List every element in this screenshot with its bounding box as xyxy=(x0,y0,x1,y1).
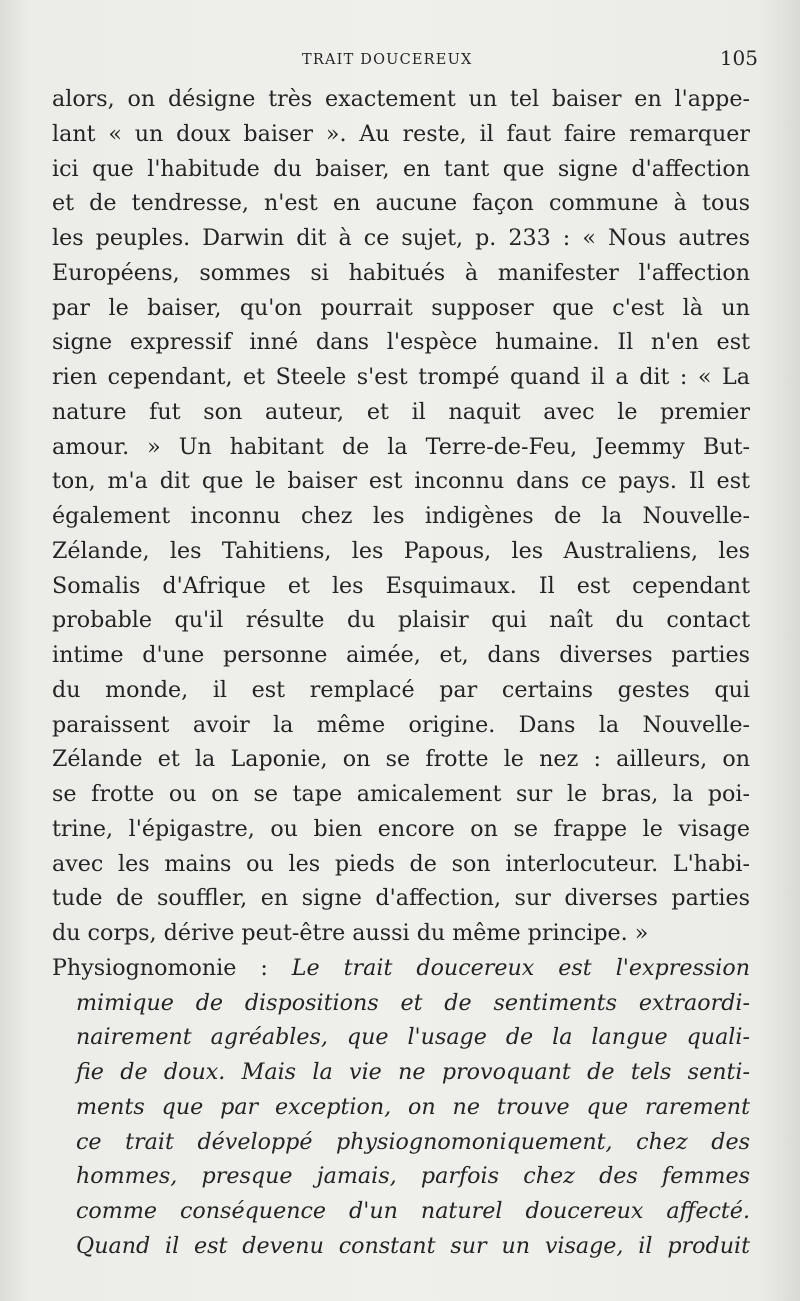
body-text xyxy=(52,82,750,1264)
paragraph-kiss xyxy=(52,82,750,951)
text-line: comme conséquence d'un naturel doucereux affecté. xyxy=(76,1198,750,1224)
text-line: Somalis d'Afrique et les Esquimaux. Il est cependant xyxy=(52,572,750,599)
text-line: du monde, il est remplacé par certains gestes qui xyxy=(52,676,750,703)
text-line: paraissent avoir la même origine. Dans la Nouvelle- xyxy=(52,711,750,738)
text-line: Zélande et la Laponie, on se frotte le nez : ailleurs, on xyxy=(52,746,750,773)
text-line: Européens, sommes si habitués à manifester l'affection xyxy=(52,259,750,286)
text-line: fie de doux. Mais la vie ne provoquant de tels senti- xyxy=(76,1059,750,1085)
text-line: rien cependant, et Steele s'est trompé quand il a dit : « La xyxy=(52,364,750,390)
text-line: ici que l'habitude du baiser, en tant que signe d'affection xyxy=(52,155,750,182)
text-line: ments que par exception, on ne trouve que rarement xyxy=(76,1093,750,1120)
text-line: ce trait développé physiognomoniquement, chez des xyxy=(76,1128,750,1155)
text-line: amour. » Un habitant de la Terre-de-Feu, Jeemmy But- xyxy=(52,433,750,460)
text-line: mimique de dispositions et de sentiments extraordi- xyxy=(76,989,750,1016)
text-line: nature fut son auteur, et il naquit avec le premier xyxy=(52,398,750,425)
text-line: les peuples. Darwin dit à ce sujet, p. 233 : « Nous autres xyxy=(52,225,750,251)
text-line: du corps, dérive peut-être aussi du même principe. » xyxy=(52,920,649,946)
text-line: également inconnu chez les indigènes de la Nouvelle- xyxy=(52,503,750,529)
text-line: et de tendresse, n'est en aucune façon commune à tous xyxy=(52,190,750,217)
page-header xyxy=(52,46,758,76)
text-line: trine, l'épigastre, ou bien encore on se frappe le visage xyxy=(52,815,750,842)
text-line: se frotte ou on se tape amicalement sur le bras, la poi- xyxy=(52,781,750,807)
text-line: tude de souffler, en signe d'affection, sur diverses parties xyxy=(52,885,750,912)
text-line: Zélande, les Tahitiens, les Papous, les Australiens, les xyxy=(52,537,750,564)
text-line: avec les mains ou les pieds de son interlocuteur. L'habi- xyxy=(52,850,750,877)
text-line: Quand il est devenu constant sur un visage, il produit xyxy=(76,1232,750,1259)
physio-first-text: Le trait doucereux est l'expression xyxy=(291,954,750,981)
paragraph-physiognomonie xyxy=(52,951,750,1264)
text-line: intime d'une personne aimée, et, dans diverses parties xyxy=(52,642,750,668)
physio-first-line xyxy=(52,951,750,986)
text-line: alors, on désigne très exactement un tel baiser en l'appe- xyxy=(52,86,750,112)
text-line: par le baiser, qu'on pourrait supposer que c'est là un xyxy=(52,294,750,321)
text-line: hommes, presque jamais, parfois chez des femmes xyxy=(76,1163,750,1190)
text-line: nairement agréables, que l'usage de la langue quali- xyxy=(76,1024,750,1051)
running-head: TRAIT DOUCEREUX xyxy=(302,52,473,68)
text-line: lant « un doux baiser ». Au reste, il faut faire remarquer xyxy=(52,120,750,147)
page-number: 105 xyxy=(719,46,758,70)
text-line: signe expressif inné dans l'espèce humaine. Il n'en est xyxy=(52,329,750,356)
physio-label: Physiognomonie : xyxy=(52,954,268,981)
text-line: probable qu'il résulte du plaisir qui naît du contact xyxy=(52,607,750,634)
text-line: ton, m'a dit que le baiser est inconnu dans ce pays. Il est xyxy=(52,468,750,495)
